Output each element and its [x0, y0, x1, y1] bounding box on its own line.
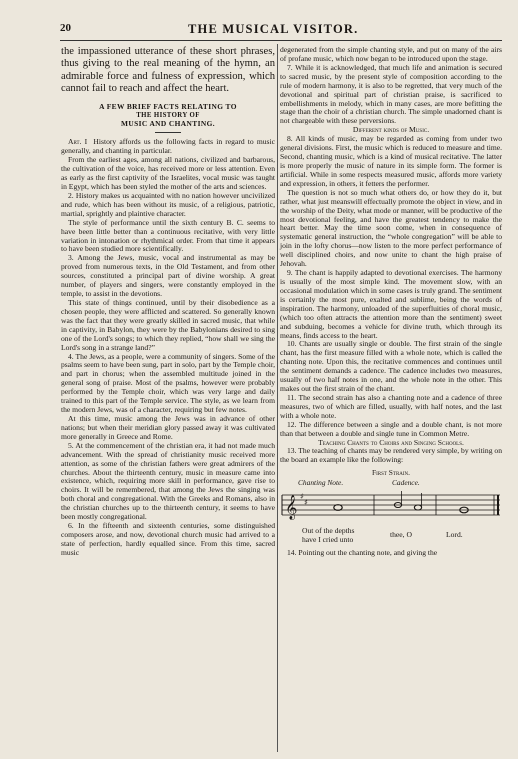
- paragraph: 9. The chant is happily adapted to devotional exercises. The harmony is usually of the most simple kind. The movement slow, with an occasional modulation which in some cases is truly grand. The sentiment is certainly the most pure, exalted and sublime, being the words of inspiration. The harmony, unloaded of the superfluities of choral music, (which too often attracts the attention more than the sentiment) sweet and subduing, becomes a vehicle for divine truth, which through its means, finds access to the heart.: [280, 268, 502, 340]
- section-rule: [155, 132, 181, 133]
- section-title-line-1: A FEW BRIEF FACTS RELATING TO: [99, 101, 237, 111]
- section-title-line-2: THE HISTORY OF: [136, 111, 200, 119]
- music-example: [280, 469, 502, 561]
- article-1-paragraph: [61, 138, 275, 156]
- first-strain-label: First Strain.: [371, 468, 411, 478]
- paragraph: 6. In the fifteenth and sixteenth centuries, some distinguished composers arose, and now, devotional church music had arrived to a state of perfection, hardly equalled since. From this time, sacred music: [61, 521, 275, 557]
- subheading: Teaching Chants to Choirs and Singing Schools.: [318, 437, 464, 447]
- header-rule: [60, 40, 502, 41]
- paragraph: 11. The second strain has also a chanting note and a cadence of three measures, two of which are filled, usually, with half notes, and the last with a whole note.: [280, 392, 502, 420]
- intro-paragraph: the impassioned utterance of these short phrases, thus giving to the real meaning of the hymn, an admirable force and fulness of expression, which cannot fail to reach and affect the heart.: [61, 46, 275, 95]
- music-staff: [280, 489, 502, 525]
- paragraph: 10. Chants are usually single or double. The first strain of the single chant, has the first measure filled with a whole note, which is called the chanting note. Upon this, the recitative commences and continues until the sentiment demands a cadence. The cadence includes two measures, usually of two half notes in one, and the whole note in the other. This makes out the first strain of the chant.: [280, 339, 502, 394]
- column-divider: [277, 44, 278, 752]
- paragraph: 13. The teaching of chants may be rendered very simple, by writing on the board an example like the following:: [280, 446, 502, 465]
- paragraph: 3. Among the Jews, music, vocal and instrumental as may be proved from numerous texts, in the Old Testament, and from other sources, constituted a principal part of divine worship. A great number, of players and singers, were constantly employed in the temple, to assist in the devotions.: [61, 253, 275, 299]
- subheading: Different kinds of Music.: [352, 125, 430, 135]
- paragraph: 8. All kinds of music, may be regarded as coming from under two general divisions. First, the music which is reduced to measure and time. Second, chanting music, which is a kind of musical recitative. The latter is more properly the music of nature in its simple form. The former is artificial. While in some respects measured music, affords more variety and expression, in others, it fetters the performer.: [280, 134, 502, 188]
- paragraph: At this time, music among the Jews was in advance of other nations; but when their meridian glory passed away it was cultivated more generally in Greece and Rome.: [61, 413, 275, 441]
- paragraph: 5. At the commencement of the christian era, it had not made much advancement. With the spread of christianity music received more attention, as some of the christian fathers were great admirers of the churches. About the thirteenth century, music in measure came into existence, which, requiring more skill in performance, gave rise to choirs. It will be remembered, that among the Jews the singing was both choral and congregational. With the Greeks and Romans, also in the christian churches up to the thirteenth century, it seems to have been mostly congregational.: [61, 440, 275, 522]
- running-title: THE MUSICAL VISITOR.: [188, 22, 359, 36]
- paragraph: 12. The difference between a single and a double chant, is not more than that between a double and single tune in Common Metre.: [280, 419, 502, 438]
- right-column: [280, 46, 502, 561]
- lyric-line-2: have I cried unto: [302, 535, 354, 545]
- paragraph: The style of performance until the sixth century B. C. seems to have been little better than a continuous recitative, with very little variation in intonation or rhythmical order. From that time it appears to have been studied more scientifically.: [61, 217, 275, 254]
- lyric-final: Lord.: [446, 530, 463, 540]
- lyric-line-1: Out of the depths: [302, 526, 355, 536]
- treble-clef-icon: 𝄞: [285, 495, 298, 520]
- paragraph: 2. History makes us acquainted with no nation however uncivilized and rude, which has been without its music, of a religious, patriotic, martial, sprightly and plaintive character.: [61, 190, 275, 218]
- paragraph: 4. The Jews, as a people, were a community of singers. Some of the psalms seem to have been sung, part in solo, part by the Temple choir, and part in chorus; when the assembled multitude joined in the general song of praise. Most of the psalms, however were probably performed by the Temple choir, which was very large and daily trained to this part of the Temple service. The style, as we learn from the modern Jews, was of a character, requiring but few notes.: [61, 351, 275, 415]
- section-heading: [61, 103, 275, 134]
- page-number: 20: [60, 22, 71, 34]
- paragraph: degenerated from the simple chanting style, and put on many of the airs of profane music, which now began to be introduced upon the stage.: [280, 45, 502, 63]
- article-1-text: History affords us the following facts in regard to music generally, and chanting in particular.: [61, 137, 275, 156]
- cadence-label: Cadence.: [392, 478, 420, 488]
- paragraph: This state of things continued, until by their disobedience as a chosen people, they were afflicted and scattered. So generally known was the fact that they were greatly skilled in sacred music, that while in captivity, in Babylon, they were by the Babylonians desired to sing one of the Lord's songs; to which they replied, “how shall we sing the Lord's song in a strange land?”: [61, 297, 275, 352]
- svg-text:♯: ♯: [300, 492, 304, 502]
- svg-text:♯: ♯: [304, 498, 308, 508]
- paragraph: The question is not so much what others do, or how they do it, but rather, what just meanswill effectually promote the object in view, and in the worship of the Deity, what mode or manner, will be productive of the most devotional feeling, and have the greatest tendency to make the heart better. May the time soon come, when in consequence of systematic general instruction, the “whole congregation” will be able to join in the lofty chorus—now listen to the more perfect performance of well disciplined choirs, and now unite to chant the high praise of Jehovah.: [280, 187, 502, 269]
- chanting-whole-note: [334, 505, 342, 511]
- paragraph: 7. While it is acknowledged, that much life and animation is secured to sacred music, by the present style of composition according to the rule of modern harmony, it is also to be regretted, that very much of the devotional and spiritual part of christian praise, is sacrificed to embellishments in melody, which in many cases, are more befitting the stage than the choir of a christian church. The simple unadorned chant is not chargeable with these perversions.: [280, 62, 502, 126]
- article-label: Art. I: [68, 137, 88, 147]
- paragraph: From the earliest ages, among all nations, civilized and barbarous, the cultivation of the voice, has received more or less attention. Even as early as the first captivity of the Israelites, vocal music was taught in Egypt, which has been styled the mother of the arts and sciences.: [61, 155, 275, 191]
- section-title-line-3: MUSIC AND CHANTING.: [120, 119, 216, 129]
- running-header: [60, 22, 502, 42]
- left-column: [61, 46, 275, 558]
- chanting-note-label: Chanting Note.: [298, 478, 344, 488]
- cadence-half-note: [414, 505, 421, 510]
- lyric-cadence: thee, O: [390, 530, 412, 540]
- paragraph: 14. Pointing out the chanting note, and giving the: [287, 548, 438, 558]
